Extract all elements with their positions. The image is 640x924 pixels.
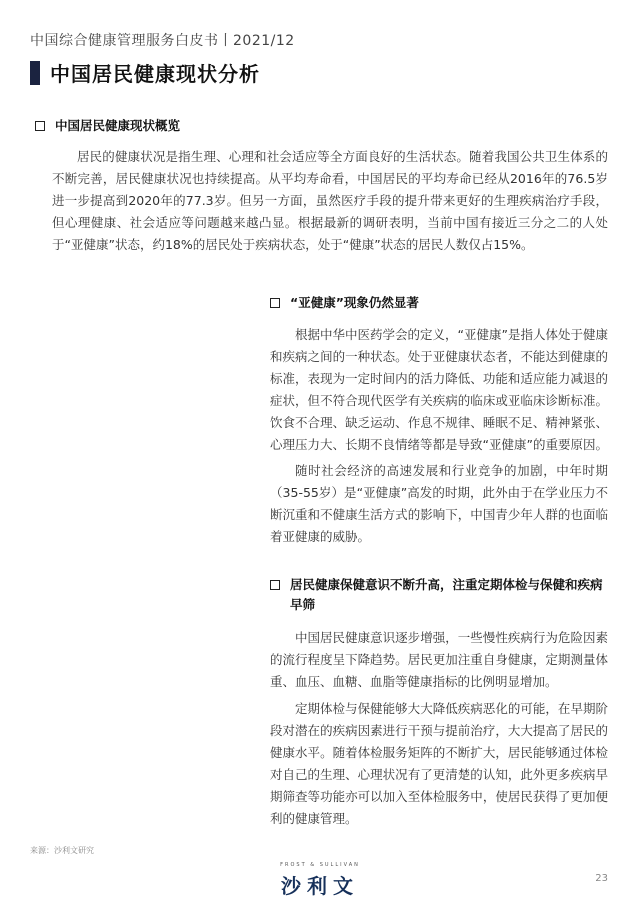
section-awareness-para2: 定期体检与保健能够大大降低疾病恶化的可能，在早期阶段对潜在的疾病因素进行干预与提前治疗，大大提高了居民的健康水平。随着体检服务矩阵的不断扩大，居民能够通过体检对自己的生理、心理状况有了更清楚的认知，此外更多疾病早期筛查等功能亦可以加入至体检服务中，使居民获得了更加便利的健康管理。 [270,701,608,826]
section-subhealth-para1: 根据中华中医药学会的定义，“亚健康”是指人体处于健康和疾病之间的一种状态。处于亚健康状态者，不能达到健康的标准，表现为一定时间内的活力降低、功能和适应能力减退的症状，但不符合现代医学有关疾病的临床或亚临床诊断标准。饮食不合理、缺乏运动、作息不规律、睡眠不足、精神紧张、心理压力大、长期不良情绪等都是导致“亚健康”的重要原因。 [270,327,608,452]
page-title: 中国居民健康现状分析 [50,62,260,86]
section-overview-heading [35,116,180,136]
section-subhealth-heading [270,293,419,313]
logo-chinese: 沙利文 [281,874,359,898]
page-number: 23 [595,873,608,884]
logo-english: FROST & SULLIVAN [280,862,360,868]
section-awareness-title: 居民健康保健意识不断升高，注重定期体检与保健和疾病早筛 [290,577,603,612]
title-accent-bar [30,61,40,85]
section-subhealth-para2: 随时社会经济的高速发展和行业竞争的加剧，中年时期（35-55岁）是“亚健康”高发的时期，此外由于在学业压力不断沉重和不健康生活方式的影响下，中国青少年人群的也面临着亚健康的威胁。 [270,463,608,544]
report-header: 中国综合健康管理服务白皮书丨2021/12 [30,33,295,49]
checkbox-bullet-icon [270,580,280,590]
section-awareness-para1: 中国居民健康意识逐步增强，一些慢性疾病行为危险因素的流行程度呈下降趋势。居民更加注重自身健康，定期测量体重、血压、血糖、血脂等健康指标的比例明显增加。 [270,630,608,689]
checkbox-bullet-icon [35,121,45,131]
checkbox-bullet-icon [270,298,280,308]
frost-sullivan-logo [0,862,640,899]
section-awareness-heading [270,575,608,615]
section-overview-text: 居民的健康状况是指生理、心理和社会适应等全方面良好的生活状态。随着我国公共卫生体系的不断完善，居民健康状况也持续提高。从平均寿命看，中国居民的平均寿命已经从2016年的76.5岁进一步提高到2020年的77.3岁。但另一方面，虽然医疗手段的提升带来更好的生理疾病治疗手段，但心理健康、社会适应等问题越来越凸显。根据最新的调研表明，当前中国有接近三分之二的人处于“亚健康”状态，约18%的居民处于疾病状态，处于“健康”状态的居民人数仅占15%。 [52,149,608,252]
section-overview-title: 中国居民健康现状概览 [55,118,181,133]
source-note: 来源：沙利文研究 [30,846,94,855]
page-title-row [30,58,260,87]
section-subhealth-title: “亚健康”现象仍然显著 [290,295,419,310]
